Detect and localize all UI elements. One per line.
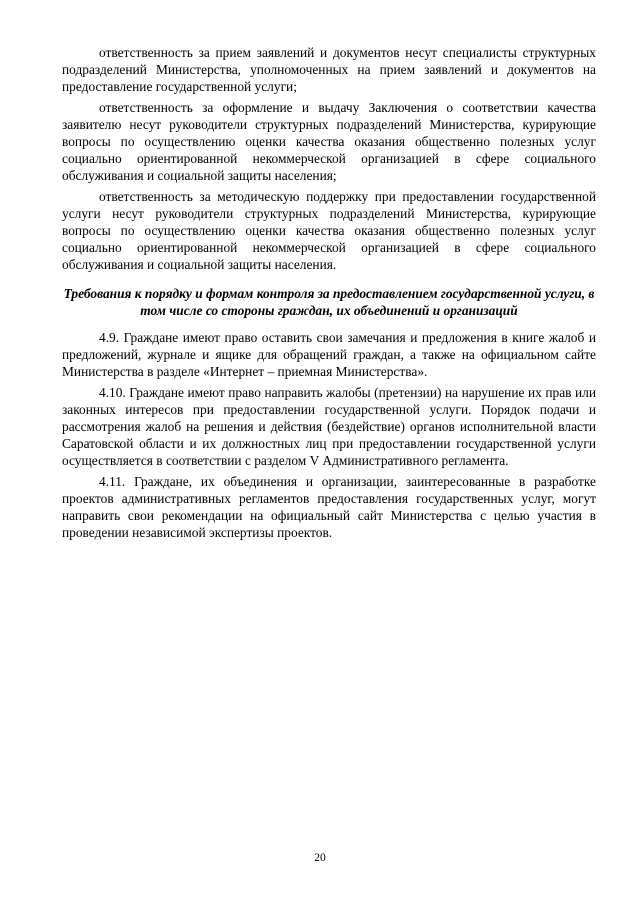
document-page [62,44,596,541]
paragraph-responsibility-intake: ответственность за прием заявлений и документов несут специалисты структурных подразделений Министерства, уполномоченных на прием заявлений и документов на предоставление государственной услуги; [62,45,596,95]
section-heading: Требования к порядку и формам контроля за предоставлением государственной услуги, в том числе со стороны граждан, их объединений и организаций [63,285,595,318]
paragraph-4-11: 4.11. Граждане, их объединения и организации, заинтересованные в разработке проектов административных регламентов предоставления государственных услуг, могут направить свои рекомендации на официальный сайт Министерства с целью участия в проведении независимой экспертизы проектов. [62,473,596,541]
paragraph-responsibility-conclusion: ответственность за оформление и выдачу Заключения о соответствии качества заявителю несут руководители структурных подразделений Министерства, курирующие вопросы по осуществлению оценки качества оказания общественно полезных услуг социально ориентированной некоммерческой организацией в сфере социального обслуживания и социальной защиты населения; [62,99,596,184]
paragraph-4-10: 4.10. Граждане имеют право направить жалобы (претензии) на нарушение их прав или законных интересов при предоставлении государственной услуги. Порядок подачи и рассмотрения жалоб на решения и действия (бездействие) органов исполнительной власти Саратовской области и их должностных лиц при предоставлении государственной услуги осуществляется в соответствии с разделом V Административного регламента. [62,384,596,469]
page-number: 20 [314,852,326,864]
paragraph-4-9: 4.9. Граждане имеют право оставить свои замечания и предложения в книге жалоб и предложений, журнале и ящике для обращений граждан, а также на официальном сайте Министерства в разделе «Интернет – приемная Министерства». [62,330,596,380]
paragraph-responsibility-methodical: ответственность за методическую поддержку при предоставлении государственной услуги несут руководители структурных подразделений Министерства, курирующие вопросы по осуществлению оценки качества оказания общественно полезных услуг социально ориентированной некоммерческой организацией в сфере социального обслуживания и социальной защиты населения. [62,188,596,273]
